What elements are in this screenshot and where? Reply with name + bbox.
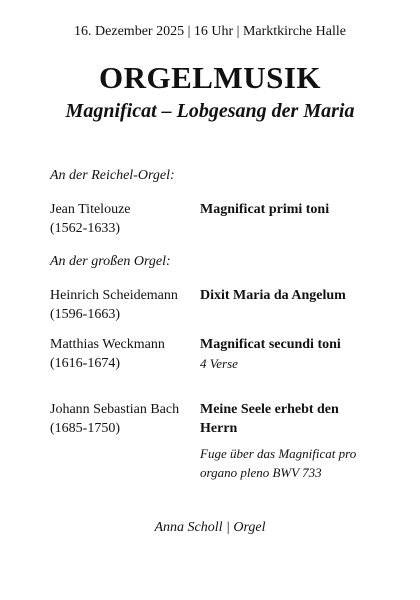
program-work	[200, 286, 375, 305]
work-note: 4 Verse	[200, 356, 238, 371]
program-composer	[50, 400, 195, 438]
work-title: Dixit Maria da Angelum	[200, 288, 346, 303]
section-label-main-organ: An der großen Orgel:	[50, 254, 171, 269]
composer-name: Matthias Weckmann	[50, 337, 165, 352]
section-label-reichel-organ: An der Reichel-Orgel:	[50, 168, 175, 183]
work-title: Magnificat secundi toni	[200, 337, 341, 352]
program-work	[200, 200, 375, 219]
program-composer	[50, 286, 195, 324]
program-work	[200, 335, 375, 373]
work-note: Fuge über das Magnificat pro	[200, 446, 357, 461]
composer-dates: (1562-1633)	[50, 221, 120, 236]
composer-dates: (1616-1674)	[50, 356, 120, 371]
program-composer	[50, 200, 195, 238]
composer-dates: (1596-1663)	[50, 307, 120, 322]
page-subtitle: Magnificat – Lobgesang der Maria	[65, 100, 355, 122]
work-title: Magnificat primi toni	[200, 202, 330, 217]
composer-name: Johann Sebastian Bach	[50, 402, 180, 417]
work-title: Meine Seele erhebt den	[200, 402, 339, 417]
composer-name: Heinrich Scheidemann	[50, 288, 178, 303]
work-title-continued: Herrn	[200, 421, 238, 436]
event-info: 16. Dezember 2025 | 16 Uhr | Marktkirche Halle	[74, 24, 346, 39]
performer-credit: Anna Scholl | Orgel	[154, 520, 266, 535]
page-title: ORGELMUSIK	[98, 60, 322, 95]
program-work	[200, 400, 375, 482]
composer-name: Jean Titelouze	[50, 202, 131, 217]
work-note-continued: organo pleno BWV 733	[200, 465, 322, 480]
program-composer	[50, 335, 195, 373]
composer-dates: (1685-1750)	[50, 421, 120, 436]
